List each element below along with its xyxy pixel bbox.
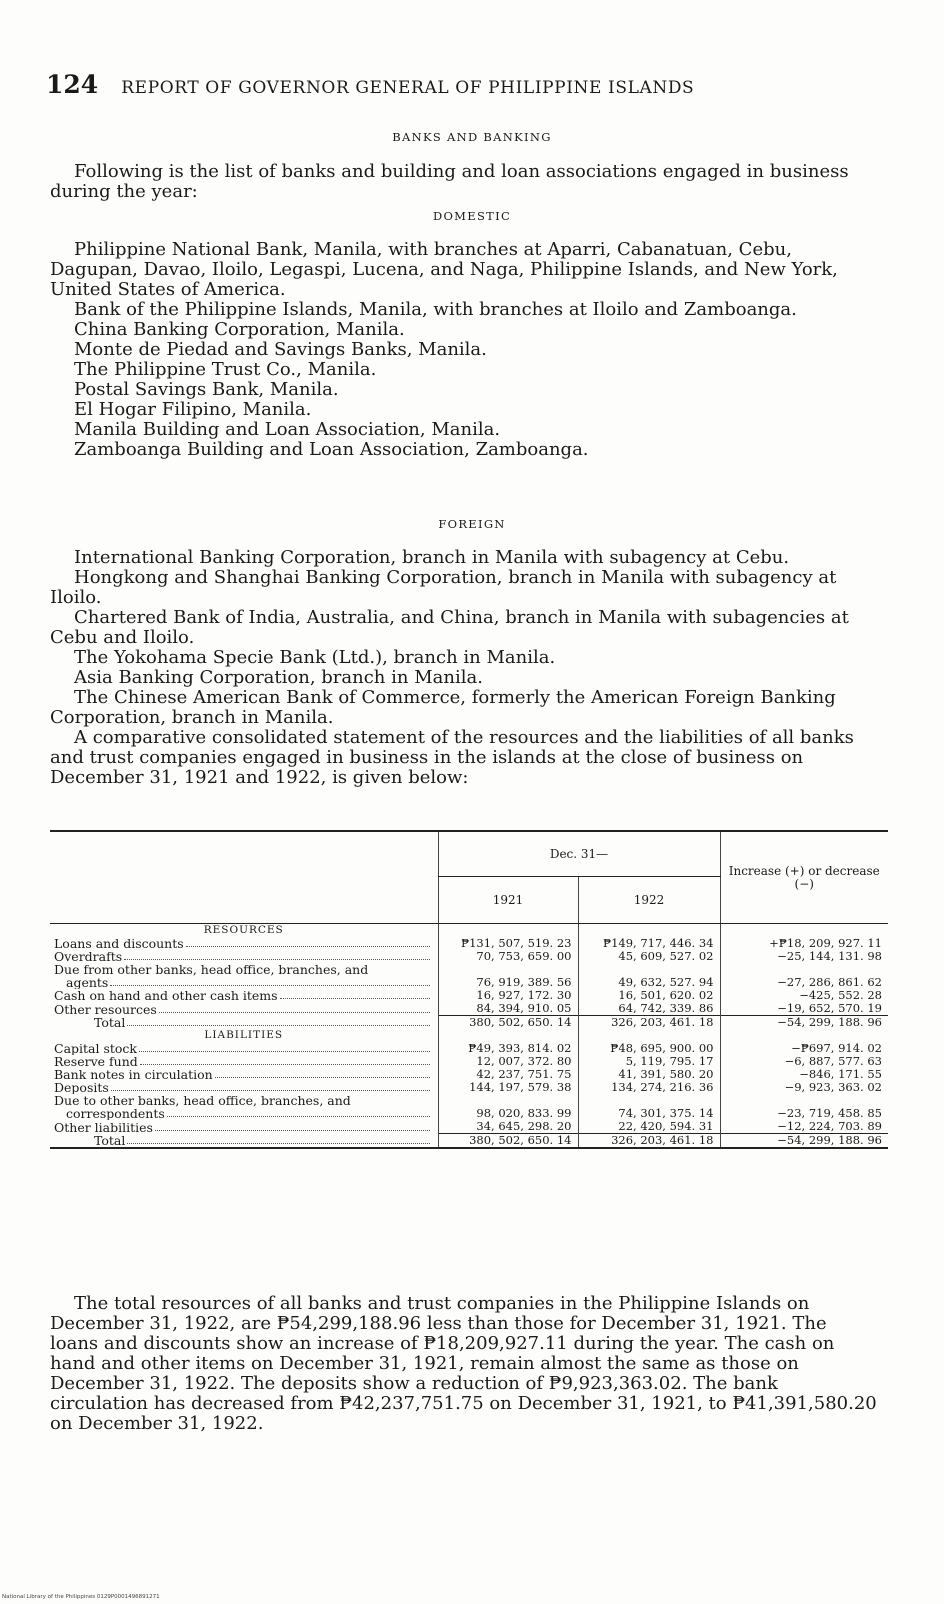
value-change: −54, 299, 188. 96 <box>720 1134 888 1149</box>
resources-total-row <box>50 1016 888 1030</box>
year-1922-header: 1922 <box>578 877 720 924</box>
label-column-header <box>50 831 438 924</box>
foreign-bank-item: The Chinese American Bank of Commerce, formerly the American Foreign Banking Corporation, branch in Manila. <box>50 687 836 728</box>
row-label: Other liabilities <box>54 1120 153 1134</box>
row-label: correspondents <box>66 1107 165 1120</box>
value-1922: ₱149, 717, 446. 34 <box>578 937 720 950</box>
value-1921: 70, 753, 659. 00 <box>438 950 578 963</box>
value-1921: ₱49, 393, 814. 02 <box>438 1042 578 1055</box>
value-1921: 34, 645, 298. 20 <box>438 1120 578 1134</box>
closing-paragraph <box>50 1294 880 1434</box>
table-row <box>50 1094 888 1120</box>
table-row <box>50 1055 888 1068</box>
value-change: −25, 144, 131. 98 <box>720 950 888 963</box>
domestic-bank-list <box>50 240 880 460</box>
row-label: Overdrafts <box>54 950 123 963</box>
value-1922: 22, 420, 594. 31 <box>578 1120 720 1134</box>
value-1921: 380, 502, 650. 14 <box>438 1134 578 1149</box>
value-change: −₱697, 914. 02 <box>720 1042 888 1055</box>
table-row <box>50 1002 888 1016</box>
row-label: Cash on hand and other cash items <box>54 989 278 1002</box>
value-change: −6, 887, 577. 63 <box>720 1055 888 1068</box>
bank-statement-table <box>50 830 888 1149</box>
foreign-bank-item: Hongkong and Shanghai Banking Corporation, branch in Manila with subagency at Iloilo. <box>50 567 837 608</box>
value-change: −846, 171. 55 <box>720 1068 888 1081</box>
value-1922: 326, 203, 461. 18 <box>578 1134 720 1149</box>
intro-paragraph <box>50 162 880 202</box>
value-1921: 16, 927, 172. 30 <box>438 989 578 1002</box>
value-1922: 5, 119, 795. 17 <box>578 1055 720 1068</box>
row-label: Other resources <box>54 1002 157 1016</box>
value-1922: 49, 632, 527. 94 <box>578 963 720 989</box>
value-1921: 380, 502, 650. 14 <box>438 1016 578 1030</box>
domestic-bank-item: China Banking Corporation, Manila. <box>74 319 405 340</box>
value-change: −19, 652, 570. 19 <box>720 1002 888 1016</box>
domestic-bank-item: Philippine National Bank, Manila, with branches at Aparri, Cabanatuan, Cebu, Dagupan, Davao, Iloilo, Legaspi, Lucena, and Naga, Philippine Islands, and New York, United States of America. <box>50 239 838 300</box>
foreign-bank-list <box>50 548 880 788</box>
value-1922: ₱48, 695, 900. 00 <box>578 1042 720 1055</box>
table-row <box>50 937 888 950</box>
dec-31-header: Dec. 31— <box>438 831 720 877</box>
foreign-heading: FOREIGN <box>438 517 506 531</box>
row-label: Bank notes in circulation <box>54 1068 213 1081</box>
row-label: Deposits <box>54 1081 109 1094</box>
table-row <box>50 1042 888 1055</box>
value-1922: 41, 391, 580. 20 <box>578 1068 720 1081</box>
table-row <box>50 989 888 1002</box>
value-change: −27, 286, 861. 62 <box>720 963 888 989</box>
table-row <box>50 963 888 989</box>
value-1921: ₱131, 507, 519. 23 <box>438 937 578 950</box>
row-label-line-1: Due from other banks, head office, branches, and <box>54 962 369 977</box>
domestic-bank-item: Manila Building and Loan Association, Manila. <box>74 419 501 440</box>
row-label: agents <box>66 976 109 989</box>
foreign-bank-item: Chartered Bank of India, Australia, and China, branch in Manila with subagencies at Cebu and Iloilo. <box>50 607 849 648</box>
value-1922: 134, 274, 216. 36 <box>578 1081 720 1094</box>
value-1921: 98, 020, 833. 99 <box>438 1094 578 1120</box>
row-label: Loans and discounts <box>54 937 184 950</box>
value-1921: 12, 007, 372. 80 <box>438 1055 578 1068</box>
row-label: Capital stock <box>54 1042 138 1055</box>
value-1922: 74, 301, 375. 14 <box>578 1094 720 1120</box>
value-change: −23, 719, 458. 85 <box>720 1094 888 1120</box>
domestic-bank-item: Zamboanga Building and Loan Association, Zamboanga. <box>74 439 589 460</box>
foreign-bank-item: Asia Banking Corporation, branch in Manila. <box>74 667 483 688</box>
value-1921: 42, 237, 751. 75 <box>438 1068 578 1081</box>
intro-text: Following is the list of banks and building and loan associations engaged in business during the year: <box>50 161 849 202</box>
running-head: REPORT OF GOVERNOR GENERAL OF PHILIPPINE ISLANDS <box>121 78 695 98</box>
domestic-bank-item: Postal Savings Bank, Manila. <box>74 379 339 400</box>
change-column-header: Increase (+) or decrease (−) <box>720 831 888 924</box>
page-number: 124 <box>46 70 99 99</box>
value-change: −54, 299, 188. 96 <box>720 1016 888 1030</box>
foreign-bank-item: The Yokohama Specie Bank (Ltd.), branch in Manila. <box>74 647 556 668</box>
row-label-line-1: Due to other banks, head office, branches, and <box>54 1093 351 1108</box>
section-title: BANKS AND BANKING <box>392 130 552 144</box>
value-1922: 16, 501, 620. 02 <box>578 989 720 1002</box>
value-1922: 326, 203, 461. 18 <box>578 1016 720 1030</box>
closing-text: The total resources of all banks and trust companies in the Philippine Islands on December 31, 1922, are ₱54,299,188.96 less than those for December 31, 1921. The loans and discounts show an increase of ₱18,209,927.11 during the year. The cash on hand and other items on December 31, 1921, remain almost the same as those on December 31, 1922. The deposits show a reduction of ₱9,923,363.02. The bank circulation has decreased from ₱42,237,751.75 on December 31, 1921, to ₱41,391,580.20 on December 31, 1922. <box>50 1293 877 1434</box>
value-1922: 45, 609, 527. 02 <box>578 950 720 963</box>
table-intro: A comparative consolidated statement of the resources and the liabilities of all banks and trust companies engaged in business in the islands at the close of business on December 31, 1921 and 1922, is given below: <box>50 727 854 788</box>
value-change: +₱18, 209, 927. 11 <box>720 937 888 950</box>
domestic-bank-item: Bank of the Philippine Islands, Manila, with branches at Iloilo and Zamboanga. <box>74 299 797 320</box>
year-1921-header: 1921 <box>438 877 578 924</box>
value-1922: 64, 742, 339. 86 <box>578 1002 720 1016</box>
domestic-heading: DOMESTIC <box>432 209 512 223</box>
table-row <box>50 1120 888 1134</box>
row-label: Total <box>94 1016 126 1029</box>
value-change: −9, 923, 363. 02 <box>720 1081 888 1094</box>
value-change: −425, 552. 28 <box>720 989 888 1002</box>
value-1921: 76, 919, 389. 56 <box>438 963 578 989</box>
value-1921: 84, 394, 910. 05 <box>438 1002 578 1016</box>
domestic-bank-item: El Hogar Filipino, Manila. <box>74 399 312 420</box>
value-change: −12, 224, 703. 89 <box>720 1120 888 1134</box>
row-label: Reserve fund <box>54 1055 138 1068</box>
liabilities-group-label: LIABILITIES <box>204 1029 284 1041</box>
domestic-bank-item: Monte de Piedad and Savings Banks, Manila. <box>74 339 487 360</box>
resources-group-label: RESOURCES <box>203 924 284 936</box>
domestic-bank-item: The Philippine Trust Co., Manila. <box>74 359 377 380</box>
value-1921: 144, 197, 579. 38 <box>438 1081 578 1094</box>
page-header <box>46 70 866 99</box>
liabilities-total-row <box>50 1134 888 1149</box>
foreign-bank-item: International Banking Corporation, branch in Manila with subagency at Cebu. <box>74 547 790 568</box>
row-label: Total <box>94 1134 126 1147</box>
scan-footer: National Library of the Philippines 0129P0001496891271 <box>2 1594 160 1600</box>
